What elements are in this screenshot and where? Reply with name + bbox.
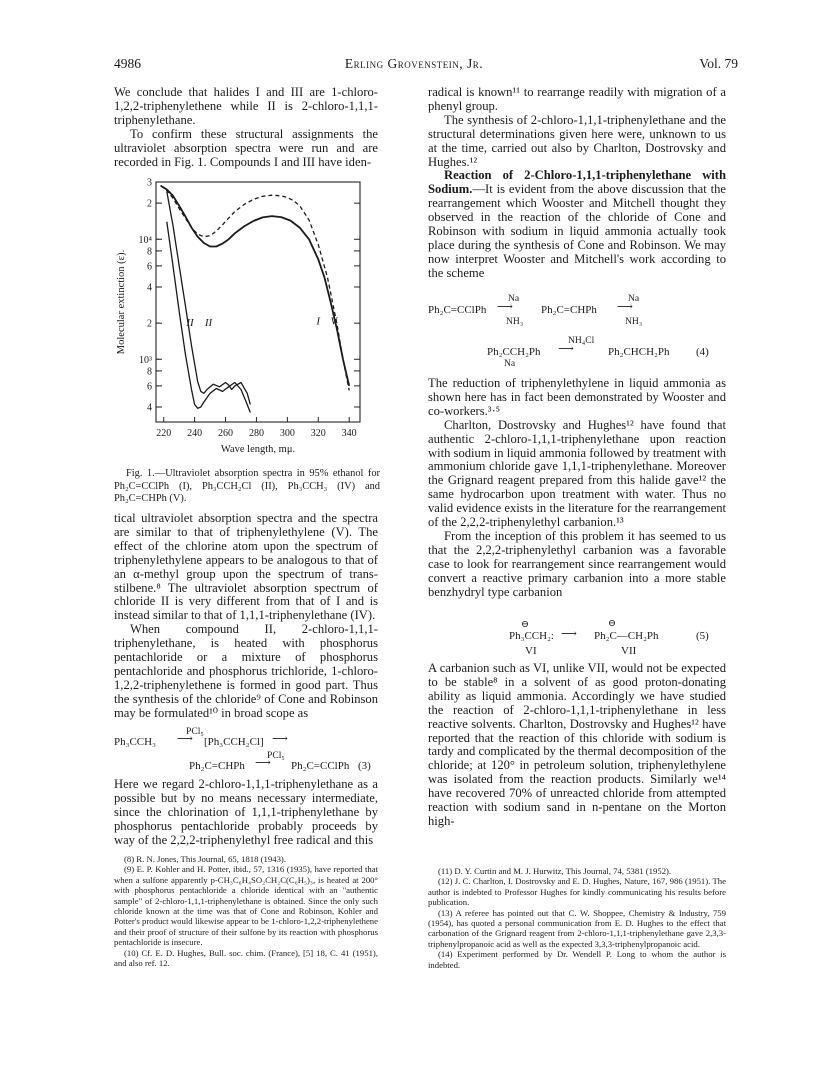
x-tick-label: 340	[341, 428, 357, 439]
x-axis-title: Wave length, mμ.	[220, 444, 296, 455]
section-text: —It is evident from the above discussion that the rearrangement which Wooster and Mitchell thought they observed in the reaction of the chloride of Cone and Robinson with sodium in liquid ammonia actually took place during the synthesis of Cone and Robinson. We may now interpret Wooster and Mitchell's work according to the scheme	[428, 182, 726, 280]
paragraph: To confirm these structural assignments the ultraviolet absorption spectra were run and are recorded in Fig. 1. Compounds I and III have iden-	[114, 126, 378, 169]
paragraph: We conclude that halides I and III are 1-chloro-1,2,2-triphenylethene while II is 2-chloro-1,1,1-triphenylethane.	[114, 85, 378, 127]
y-tick-label: 10⁴	[138, 234, 152, 246]
footnote: (10) Cf. E. D. Hughes, Bull. soc. chim. (France), [5] 18, C. 41 (1951), and also ref. 12.	[114, 947, 378, 969]
y-tick-label: 8	[147, 246, 152, 258]
y-tick-label: 2	[147, 318, 152, 330]
footnote: (9) E. P. Kohler and H. Potter, ibid., 57, 1316 (1935), have reported that when a sulfone apparently p-CH₃C₆H₄SO₂CH₂C(C₆H₅)₃, is heated at 200° with phosphorus pentachloride a chloride identical with an "authentic sample" of 2-chloro-1,1,1-triphenylethane is obtained. Since the only such chloride known at the time was that of Cone and Robinson, Kohler and Potter's product would likewise appear to be 1-chloro-1,2,2-triphenylethene and their proof of structure of their sulfone by its reaction with phosphorus pentachloride is insecure.	[114, 864, 378, 948]
paragraph: A carbanion such as VI, unlike VII, would not be expected to be stable⁸ in a solvent of as good proton-donating ability as liquid ammonia. Accordingly we have studied the reaction of 2-chloro-1,1,1-triphenylethane in less reactive solvents. Charlton, Dostrovsky and Hughes¹² have reported that the reaction of this chloride with sodium is tardy and complicated by the thermal decomposition of the chloride; at 120° in petroleum solution, triphenylethylene was isolated from the reaction products. Similarly we¹⁴ have recovered 70% of unreacted chloride from attempted reaction with sodium sand in n-pentane on the Morton high-	[428, 661, 726, 828]
scheme-arrow: ⟶	[272, 733, 288, 745]
scheme-reagent: Na	[508, 293, 520, 304]
footnote: (14) Experiment performed by Dr. Wendell P. Long to whom the author is indebted.	[428, 949, 726, 970]
right-footnotes	[428, 866, 726, 970]
scheme-species: Ph₂C=CHPh	[189, 760, 245, 772]
left-footnotes	[114, 854, 378, 968]
section-paragraph	[428, 169, 726, 280]
left-column-body	[114, 512, 378, 721]
series-i-line	[161, 186, 350, 386]
chart-labels	[116, 250, 338, 455]
paragraph: When compound II, 2-chloro-1,1,1-triphenylethane, is heated with phosphorus pentachloride or a mixture of phosphorus pentachloride and phosphorus trichloride, 1-chloro-1,2,2-triphenylethene is formed in good part. Thus the synthesis of the chloride⁹ of Cone and Robinson may be formulated¹⁰ in broad scope as	[114, 622, 378, 720]
y-tick-label: 10³	[139, 354, 152, 366]
scheme-reagent: NH₄Cl	[568, 335, 595, 346]
running-author: Erling Grovenstein, Jr.	[344, 56, 484, 71]
uv-spectra-chart	[112, 178, 380, 456]
paragraph: The reduction of triphenylethylene in liquid ammonia as shown here has in fact been demonstrated by Wooster and co-workers.³·⁵	[428, 376, 726, 418]
paragraph: From the inception of this problem it has seemed to us that the 2,2,2-triphenylethyl carbanion was a favorable case to look for rearrangement since rearrangement would convert a reactive primary carbanion into a more stable benzhydryl type carbanion	[428, 528, 726, 599]
scheme-species: Ph₂C—CH₂Ph	[594, 630, 659, 642]
x-tick-label: 300	[279, 428, 295, 439]
scheme-species: Ph₂C=CHPh	[541, 304, 597, 316]
y-tick-label: 6	[147, 381, 152, 393]
figure-caption-text: Fig. 1.—Ultraviolet absorption spectra in 95% ethanol for Ph₂C=CClPh (I), Ph₃CCH₂Cl (II), Ph₃CCH₃ (IV) and Ph₂C=CHPh (V).	[114, 468, 380, 504]
charge-symbol: ⊖	[521, 619, 530, 630]
equation-number: (3)	[358, 760, 371, 772]
chart-curves	[161, 186, 350, 413]
paragraph: tical ultraviolet absorption spectra and the spectra are similar to that of triphenylethylene (V). The effect of the chlorine atom upon the spectrum of triphenylethylene appears to be analogous to that of an α-methyl group upon the spectrum of trans-stilbene.⁸ The ultraviolet absorption spectrum of chloride II is very different from that of I and is instead similar to that of 1,1,1-triphenylethane (IV).	[114, 511, 378, 623]
right-column-body	[428, 377, 726, 600]
x-tick-label: 240	[187, 428, 203, 439]
paragraph: Here we regard 2-chloro-1,1,1-triphenylethane as a possible but by no means necessary intermediate, since the chlorination of 1,1,1-triphenylethane by phosphorus pentachloride probably proceeds by way of the 2,2,2-triphenylethyl free radical and this	[114, 777, 378, 847]
volume-label: Vol. 79	[699, 56, 738, 71]
scheme-species: Ph₂C=CClPh	[291, 760, 350, 772]
curve-label: I	[316, 315, 321, 328]
scheme-species: [Ph₃CCH₂Cl]	[204, 736, 264, 748]
right-column-intro	[428, 86, 726, 281]
footnote: (13) A referee has pointed out that C. W. Shoppee, Chemistry & Industry, 759 (1954), has quoted a personal communication from E. D. Hughes to the effect that carbonation of the Grignard reagent from 2-chloro-1,1,1-triphenylethane gave 2,3,3-triphenylpropanoic acid as well as the expected 3,3,3-triphenylpropanoic acid.	[428, 907, 726, 949]
scheme-reagent: PCl₅	[186, 726, 204, 737]
scheme-arrow: ⟶	[177, 733, 193, 745]
footnote: (12) J. C. Charlton, I. Dostrovsky and E. D. Hughes, Nature, 167, 986 (1951). The author is indebted to Professor Hughes for kindly communicating his results before publication.	[428, 876, 726, 908]
scheme-arrow: ⟶	[561, 628, 577, 640]
paragraph: The synthesis of 2-chloro-1,1,1-triphenylethane and the structural determinations given here were, unknown to us at the time, carried out also by Charlton, Dostrovsky and Hughes.¹²	[428, 112, 726, 169]
scheme-reagent: Na	[628, 293, 640, 304]
scheme-species: Ph₂C=CClPh	[428, 304, 487, 316]
scheme-arrow: ⟶	[558, 343, 574, 355]
figure-caption	[114, 458, 380, 515]
left-column-closing	[114, 778, 378, 848]
footnote: (11) D. Y. Curtin and M. J. Hurwitz, This Journal, 74, 5381 (1952).	[438, 866, 672, 876]
scheme-species: Ph₃CCH₃	[114, 736, 156, 748]
y-tick-label: 6	[147, 261, 152, 273]
y-tick-label: 4	[147, 402, 152, 414]
curve-label: II	[186, 316, 194, 329]
curve-label: V	[330, 315, 338, 328]
x-tick-label: 320	[310, 428, 326, 439]
series-v-line	[161, 186, 350, 391]
footnote: (8) R. N. Jones, This Journal, 65, 1818 (1943).	[124, 854, 286, 864]
y-axis-title: Molecular extinction (ε).	[116, 249, 127, 355]
right-column-closing	[428, 662, 726, 829]
curve-label: II	[204, 316, 213, 329]
x-tick-label: 220	[156, 428, 172, 439]
equation-number: (5)	[696, 630, 709, 642]
scheme-reagent: NH₃	[506, 316, 524, 327]
scheme-substituent: Na	[504, 358, 516, 369]
scheme-species: Ph₂CCH₂Ph	[487, 346, 541, 358]
scheme-reagent: NH₃	[625, 316, 643, 327]
y-tick-label: 4	[147, 282, 152, 294]
x-tick-label: 280	[248, 428, 264, 439]
scheme-reagent: PCl₅	[267, 750, 285, 761]
y-tick-label: 8	[147, 366, 152, 378]
paragraph: Charlton, Dostrovsky and Hughes¹² have found that authentic 2-chloro-1,1,1-triphenylethane upon reaction with sodium in liquid ammonia followed by treatment with ammonium chloride gave 1,1,1-triphenylethane. Moreover the Grignard reagent prepared from this halide gave¹² the same hydrocarbon upon treatment with water. Thus no valid evidence exists in the literature for the rearrangement of the 2,2,2-triphenylethyl carbanion.¹³	[428, 417, 727, 530]
section-heading: Reaction of 2-Chloro-1,1,1-triphenylethane with Sodium.	[428, 168, 726, 197]
y-tick-label: 2	[147, 198, 152, 210]
scheme-arrow: ⟶	[497, 301, 513, 313]
scheme-arrow: ⟶	[617, 301, 633, 313]
charge-symbol: ⊖	[608, 618, 617, 629]
compound-label: VII	[621, 645, 637, 657]
scheme-species: Ph₃CCH₂:	[509, 630, 554, 642]
scheme-species: Ph₂CHCH₂Ph	[608, 346, 670, 358]
series-ii-line	[167, 192, 251, 405]
page-number: 4986	[114, 56, 141, 71]
left-column-intro	[114, 86, 378, 169]
paragraph: radical is known¹¹ to rearrange readily with migration of a phenyl group.	[428, 85, 726, 113]
compound-label: VI	[525, 645, 537, 657]
y-tick-label: 3	[147, 178, 152, 189]
scheme-arrow: ⟶	[255, 757, 271, 769]
equation-number: (4)	[696, 346, 709, 358]
x-tick-label: 260	[218, 428, 234, 439]
